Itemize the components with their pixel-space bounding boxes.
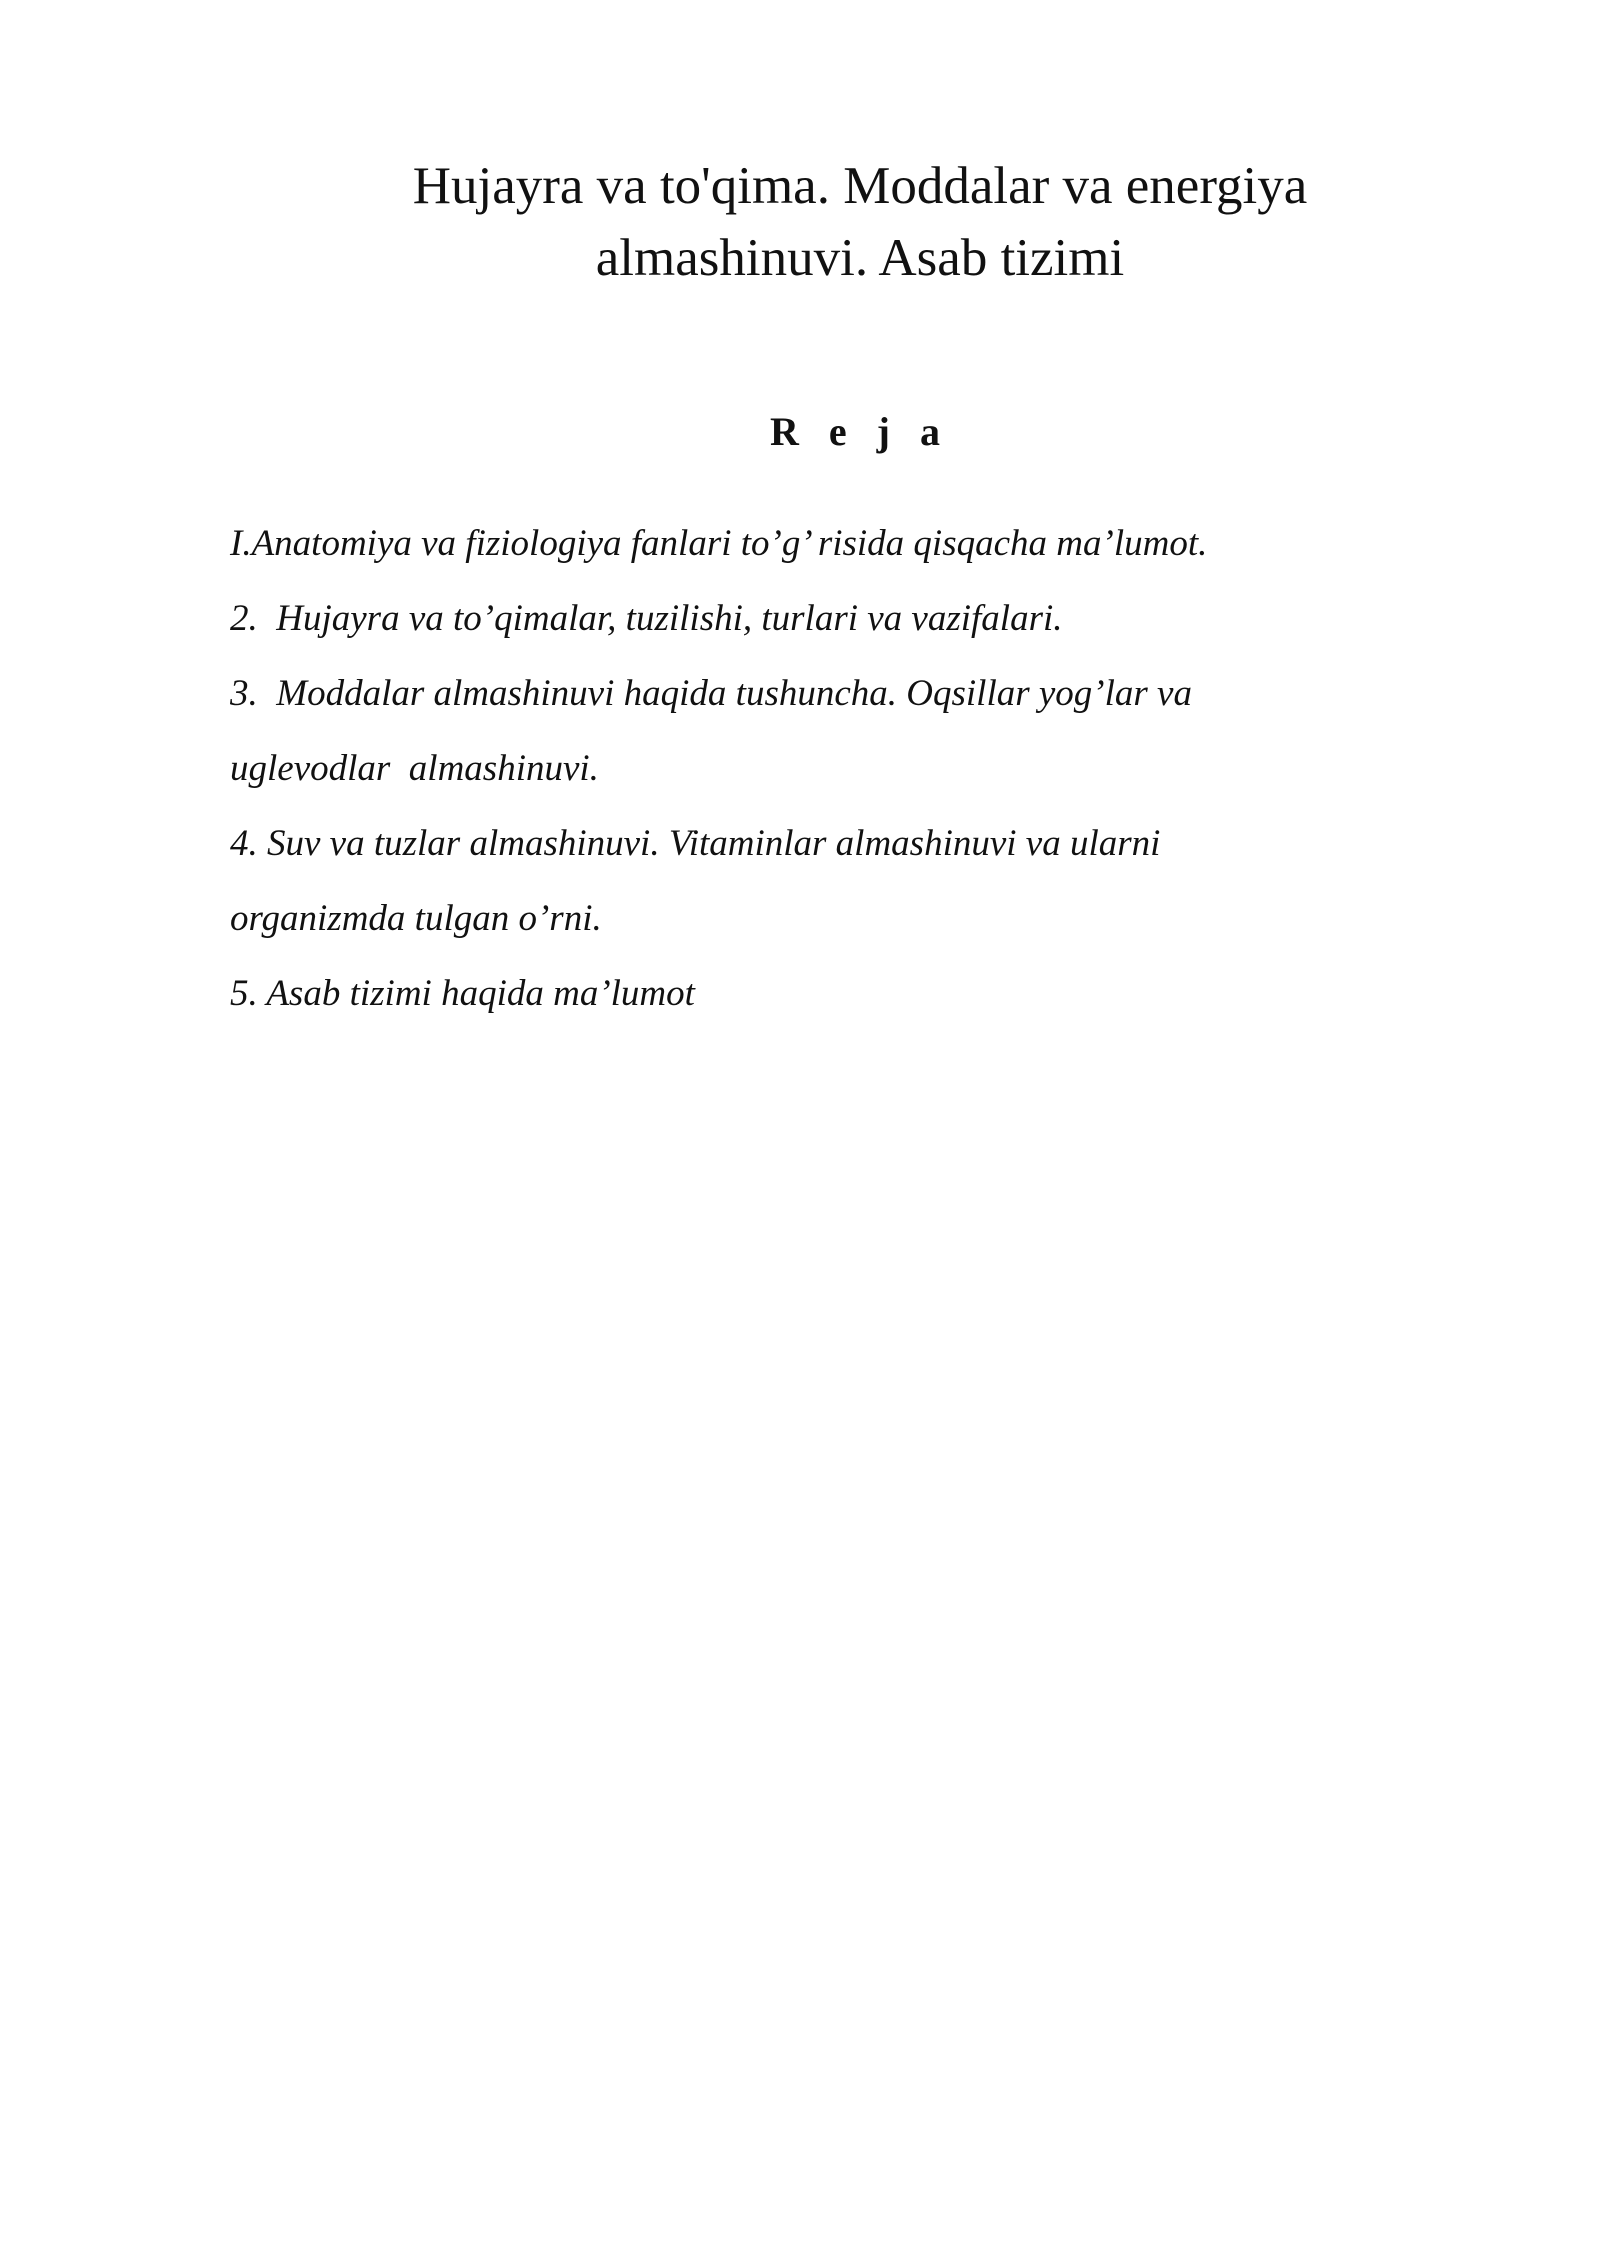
- plan-line: uglevodlar almashinuvi.: [230, 748, 599, 789]
- plan-line: I.Anatomiya va fiziologiya fanlari to’g’ risida qisqacha ma’lumot.: [230, 523, 1208, 564]
- plan-line: 3. Moddalar almashinuvi haqida tushuncha. Oqsillar yog’lar va: [230, 673, 1192, 714]
- title-line-1: Hujayra va to'qima. Moddalar va energiya: [412, 157, 1308, 215]
- plan-line: organizmda tulgan o’rni.: [230, 898, 602, 939]
- plan-line: 2. Hujayra va to’qimalar, tuzilishi, turlari va vazifalari.: [230, 598, 1063, 639]
- plan-line: 5. Asab tizimi haqida ma’lumot: [230, 973, 695, 1014]
- title-line-2: almashinuvi. Asab tizimi: [595, 229, 1125, 287]
- plan-line: 4. Suv va tuzlar almashinuvi. Vitaminlar almashinuvi va ularni: [230, 823, 1161, 864]
- page-title: [300, 150, 1420, 294]
- plan-heading: R e j a: [770, 409, 950, 454]
